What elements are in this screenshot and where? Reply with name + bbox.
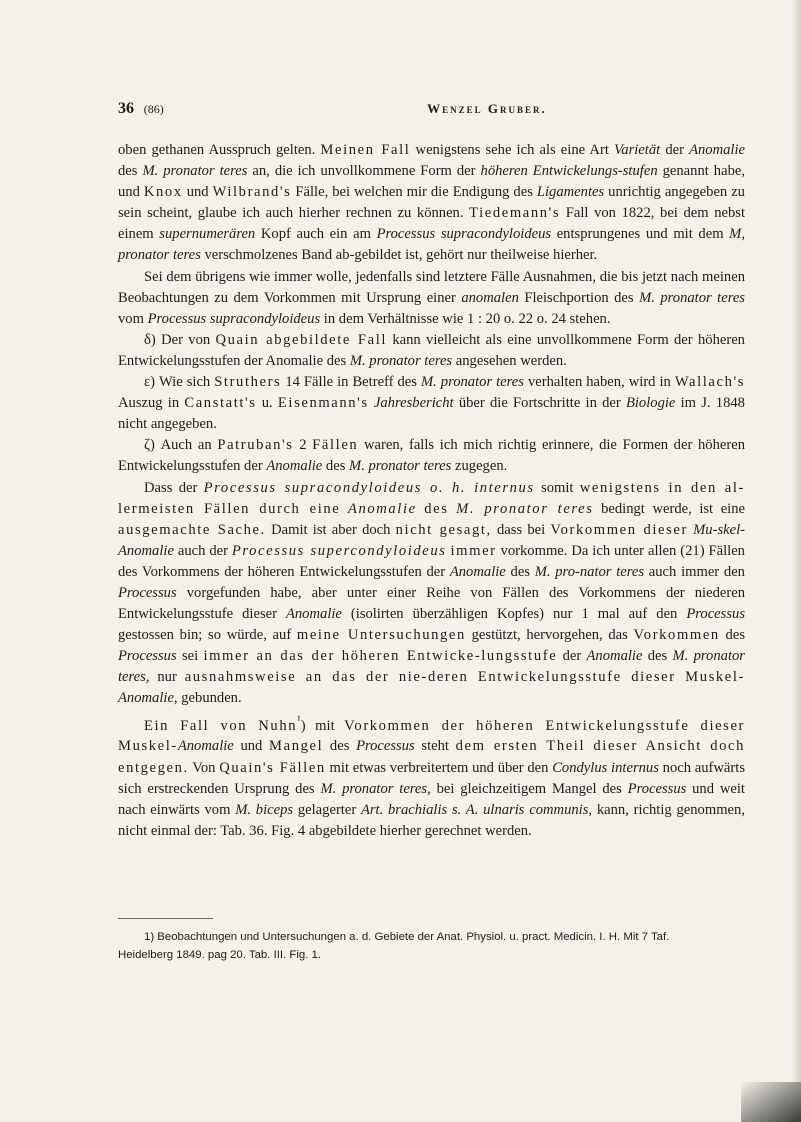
footnote-line-1: 1) Beobachtungen und Untersuchungen a. d. Gebiete der Anat. Physiol. u. pract. Medicin. I. H. Mit 7 Taf.	[144, 931, 670, 943]
running-head: Wenzel Gruber.	[427, 101, 547, 116]
footnote	[118, 928, 758, 964]
paragraph-1: oben gethanen Ausspruch gelten. Meinen Fall wenigstens sehe ich als eine Art Varietät der Anomalie des M. pronator teres an, die ich unvollkommene Form der höheren Entwickelungs-stufen genannt habe, und Knox und Wilbrand's Fälle, bei welchen mir die Endigung des Ligamentes unrichtig angegeben zu sein scheint, glaube ich auch hierher rechnen zu können. Tiedemann's Fall von 1822, bei dem nebst einem supernumerären Kopf auch ein am Processus supracondyloideus entsprungenes und mit dem M, pronator teres verschmolzenes Band ab-gebildet ist, gehört nur theilweise hierher.	[118, 142, 745, 264]
page-edge-shadow	[791, 0, 801, 1122]
paragraph-2: Sei dem übrigens wie immer wolle, jedenfalls sind letztere Fälle Ausnahmen, die bis jetzt nach meinen Beobachtungen zu dem Vorkommen mit Ursprung einer anomalen Fleischportion des M. pronator teres vom Processus supracondyloideus in dem Verhältnisse wie 1 : 20 o. 22 o. 24 stehen.	[118, 268, 745, 327]
paragraph-delta: δ) Der von Quain abgebildete Fall kann vielleicht als eine unvollkommene Form der höheren Entwickelungsstufen der Anomalie des M. pronator teres angesehen werden.	[118, 331, 745, 369]
page-number-alt: (86)	[143, 102, 164, 116]
paragraph-zeta: ζ) Auch an Patruban's 2 Fällen waren, falls ich mich richtig erinnere, die Formen der höheren Entwickelungsstufen der Anomalie des M. pronator teres zugegen.	[118, 437, 746, 475]
page-corner-shadow	[741, 1082, 801, 1122]
footnote-rule	[118, 918, 213, 919]
page-number: 36	[118, 100, 134, 117]
footnote-line-2: Heidelberg 1849. pag 20. Tab. III. Fig. 1.	[118, 949, 322, 961]
paragraph-nuhn: Ein Fall von Nuhn$^{^1}$) mit Vorkommen der höheren Entwickelungsstufe dieser Muskel-Anomalie und Mangel des Processus steht dem ersten Theil dieser Ansicht doch entgegen. Von Quain's Fällen mit etwas verbreitertem und über den Condylus internus noch aufwärts sich erstreckenden Ursprung des M. pronator teres, bei gleichzeitigem Mangel des Processus und weit nach einwärts vom M. biceps gelagerter Art. brachialis s. A. ulnaris communis, kann, richtig genommen, nicht einmal der: Tab. 36. Fig. 4 abgebildete hierher gerechnet werden.	[118, 712, 746, 839]
footnote-marker: ¹	[297, 712, 301, 727]
paragraph-epsilon: ε) Wie sich Struthers 14 Fälle in Betreff des M. pronator teres verhalten haben, wird in Wallach's Auszug in Canstatt's u. Eisenmann's Jahresbericht über die Fortschritte in der Biologie im J. 1848 nicht angegeben.	[118, 374, 745, 433]
page-header	[118, 96, 738, 122]
paragraph-conclusion: Dass der Processus supracondyloideus o. h. internus somit wenigstens in den al-lermeisten Fällen durch eine Anomalie des M. pronator teres bedingt werde, ist eine ausgemachte Sache. Damit ist aber doch nicht gesagt, dass bei Vorkommen dieser Mu-skel-Anomalie auch der Processus supercondyloideus immer vorkomme. Da ich unter allen (21) Fällen des Vorkommens der höheren Entwickelungsstufen der Anomalie des M. pro-nator teres auch immer den Processus vorgefunden habe, aber unter einer Reihe von Fällen des Vorkommens der niederen Entwickelungsstufe dieser Anomalie (isolirten überzähligen Kopfes) nur 1 mal auf den Processus gestossen bin; so würde, auf meine Untersuchungen gestützt, hervorgehen, das Vorkommen des Processus sei immer an das der höheren Entwicke-lungsstufe der Anomalie des M. pronator teres, nur ausnahmsweise an das der nie-deren Entwickelungsstufe dieser Muskel-Anomalie, gebunden.	[118, 479, 746, 707]
body-text	[118, 140, 745, 842]
